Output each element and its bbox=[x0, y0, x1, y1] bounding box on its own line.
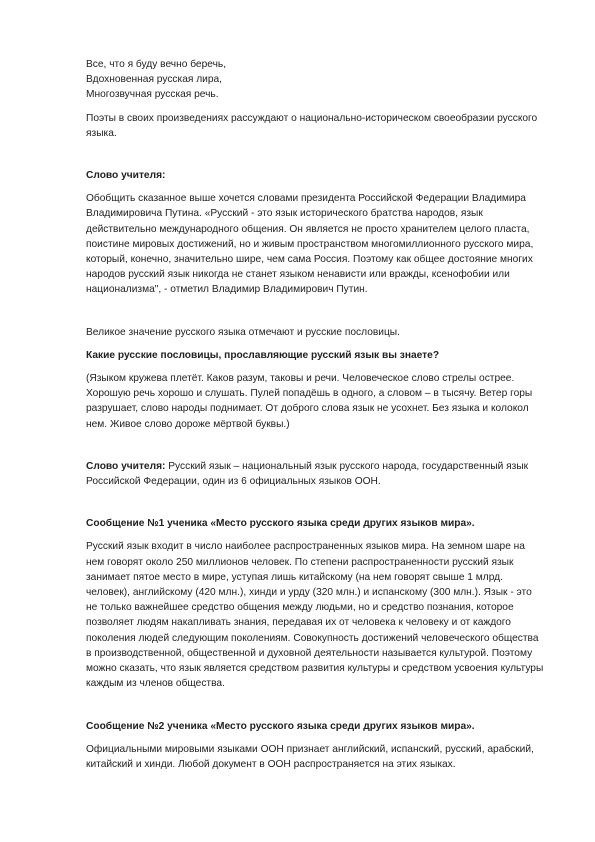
proverbs-question: Какие русские пословицы, прославляющие русский язык вы знаете? bbox=[86, 349, 440, 361]
proverbs-intro: Великое значение русского языка отмечают и русские пословицы. bbox=[86, 326, 400, 338]
message1-heading: Сообщение №1 ученика «Место русского языка среди других языков мира». bbox=[86, 518, 475, 530]
teacher-label: Слово учителя: bbox=[86, 460, 166, 472]
teacher-statement-text: Русский язык – национальный язык русского народа, государственный язык Российской Федерации, один из 6 официальных языков ООН. bbox=[86, 460, 529, 488]
message2-heading: Сообщение №2 ученика «Место русского языка среди других языков мира». bbox=[86, 720, 475, 732]
proverbs-answers: (Языком кружева плетёт. Каков разум, таковы и речи. Человеческое слово стрелы острее. Хорошую речь хорошо и слушать. Пулей попадёшь в одного, а словом – в тысячу. Ветер горы разрушает, слово народы поднимает. От доброго слова язык не усохнет. Без языка и колокол нем. Живое слово дороже мёртвой буквы.) bbox=[86, 373, 533, 430]
poem-excerpt bbox=[86, 57, 545, 103]
teacher-heading: Слово учителя: bbox=[86, 170, 166, 182]
message1-text: Русский язык входит в число наиболее распространенных языков мира. На земном шаре на нем говорят около 250 миллионов человек. По степени распространенности русский язык занимает пятое место в мире, уступая лишь китайскому (на нем говорят свыше 1 млрд. человек), английскому (420 млн.), хинди и урду (320 млн.) и испанскому (300 млн.). Язык - это не только важнейшее средство общения между людьми, но и средство познания, которое позволяет людям накапливать знания, передавая их от человека к человеку и от каждого поколения людей следующим поколениям. Совокупность достижений человеческого общества в производственной, общественной и духовной деятельности называется культурой. Поэтому можно сказать, что язык является средством развития культуры и средством усвоения культуры каждым из членов общества. bbox=[86, 541, 544, 690]
poets-note: Поэты в своих произведениях рассуждают о национально-историческом своеобразии русского языка. bbox=[86, 112, 538, 139]
poem-line: Многозвучная русская речь. bbox=[86, 89, 219, 101]
teacher-statement bbox=[86, 459, 545, 489]
teacher-speech: Обобщить сказанное выше хочется словами президента Российской Федерации Владимира Владимировича Путина. «Русский - это язык исторического братства народов, язык действительно международного общения. Он является не просто хранителем целого пласта, поистине мировых достижений, но и живым пространством многомиллионного русского мира, который, конечно, значительно шире, чем сама Россия. Поэтому как общее достояние многих народов русский язык никогда не станет языком ненависти или вражды, ксенофобии или национализма", - отметил Владимир Владимирович Путин. bbox=[86, 193, 534, 296]
poem-line: Все, что я буду вечно беречь, bbox=[86, 59, 227, 70]
poem-line: Вдохновенная русская лира, bbox=[86, 74, 222, 86]
message2-text: Официальными мировыми языками ООН признает английский, испанский, русский, арабский, китайский и хинди. Любой документ в ООН распространяется на этих языках. bbox=[86, 743, 534, 770]
